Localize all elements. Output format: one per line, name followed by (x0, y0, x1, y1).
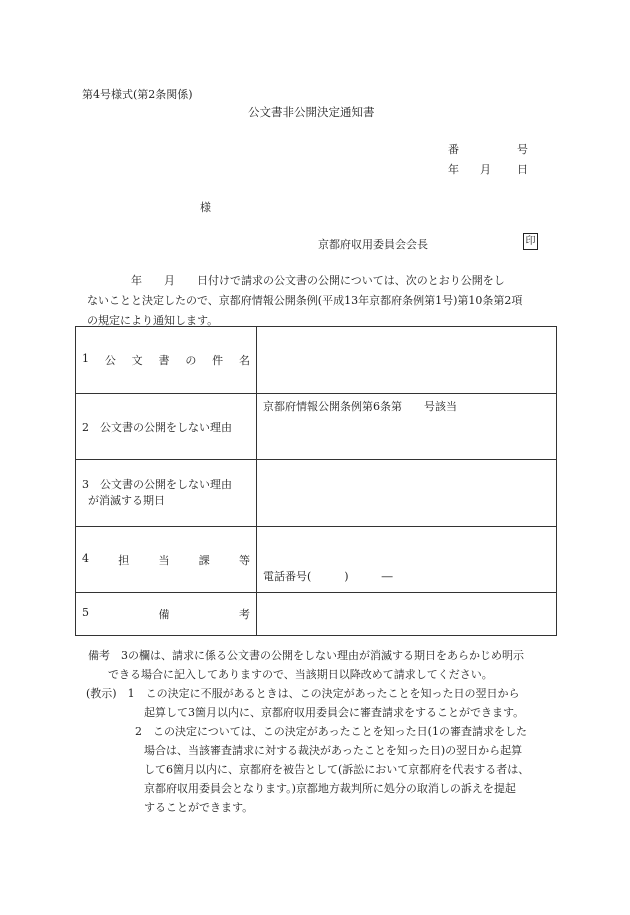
number-label: 番 (448, 143, 459, 156)
document-title: 公文書非公開決定通知書 (248, 105, 375, 119)
label-char: 公 (104, 354, 116, 367)
table-row (76, 394, 557, 460)
row-label (76, 394, 257, 460)
label-text: 公文書の公開をしない理由 (100, 478, 232, 491)
label-char: 名 (238, 354, 250, 367)
form-number: 第4号様式(第2条関係) (82, 88, 193, 101)
table-row (76, 527, 557, 593)
note-line: することができます。 (144, 801, 254, 814)
label-char: の (185, 354, 197, 367)
notice-table (75, 326, 557, 636)
table-row (76, 460, 557, 527)
year-label: 年 (448, 163, 459, 176)
note-line: して6箇月以内に、京都府を被告として(訴訟において京都府を代表する者は、 (144, 763, 530, 776)
row-number: 3 (82, 478, 89, 491)
reason-field[interactable]: 京都府情報公開条例第6条第 号該当 (257, 394, 557, 460)
expiry-date-field[interactable] (257, 460, 557, 527)
label-char: 文 (131, 354, 143, 367)
body-line: 年 月 日付けで請求の公文書の公開については、次のとおり公開をし (87, 274, 505, 287)
label-text: 公文書の公開をしない理由 (100, 420, 232, 434)
number-suffix: 号 (517, 143, 528, 156)
row-label (76, 593, 257, 636)
note-line (86, 684, 558, 703)
note-line: 2 この決定については、この決定があったことを知った日(1の審査請求をした (135, 725, 527, 738)
note-line: 京都府収用委員会となります。)京都地方裁判所に処分の取消しの訴えを提起 (144, 782, 516, 795)
body-line: の規定により通知します。 (87, 314, 219, 327)
remarks-field[interactable] (257, 593, 557, 636)
row-label (76, 327, 257, 394)
label-text: が消滅する期日 (88, 494, 165, 507)
note-line: 起算して3箇月以内に、京都府収用委員会に審査請求をすることができます。 (144, 706, 525, 719)
instruction-text: 1 この決定に不服があるときは、この決定があったことを知った日の翌日から (127, 687, 520, 700)
label-char: 等 (239, 553, 250, 567)
body-line: ないことと決定したので、京都府情報公開条例(平成13年京都府条例第1号)第10条第2項 (87, 294, 523, 307)
contact-field[interactable]: 電話番号( ) ― (257, 527, 557, 593)
row-label (76, 527, 257, 593)
seal-mark: 印 (523, 233, 538, 250)
addressee: 様 (200, 201, 211, 214)
note-line: できる場合に記入してありますので、当該期日以降改めて請求してください。 (108, 668, 493, 681)
row-number: 5 (82, 606, 89, 619)
sender-name: 京都府収用委員会会長 (318, 238, 428, 251)
table-row (76, 593, 557, 636)
document-name-field[interactable] (257, 327, 557, 394)
label-char: 書 (158, 354, 170, 367)
month-label: 月 (480, 163, 491, 176)
document-number-line (448, 141, 528, 157)
row-number: 1 (82, 352, 89, 365)
instruction-label: (教示) (86, 687, 117, 700)
row-number: 2 (82, 420, 89, 434)
notice-body (87, 271, 557, 331)
table-row (76, 327, 557, 394)
label-char: 担 (118, 553, 130, 567)
label-char: 課 (198, 553, 210, 567)
label-char: 当 (158, 553, 170, 567)
label-char: 件 (212, 354, 224, 367)
row-label (76, 460, 257, 527)
day-label: 日 (517, 163, 528, 176)
notes-section (88, 646, 558, 817)
note-line: 場合は、当該審査請求に対する裁決があったことを知った日)の翌日から起算 (144, 744, 523, 757)
label-char: 考 (239, 608, 250, 621)
note-line: 備考 3の欄は、請求に係る公文書の公開をしない理由が消滅する期日をあらかじめ明示 (88, 649, 524, 662)
label-char: 備 (158, 608, 170, 621)
row-number: 4 (82, 551, 89, 565)
